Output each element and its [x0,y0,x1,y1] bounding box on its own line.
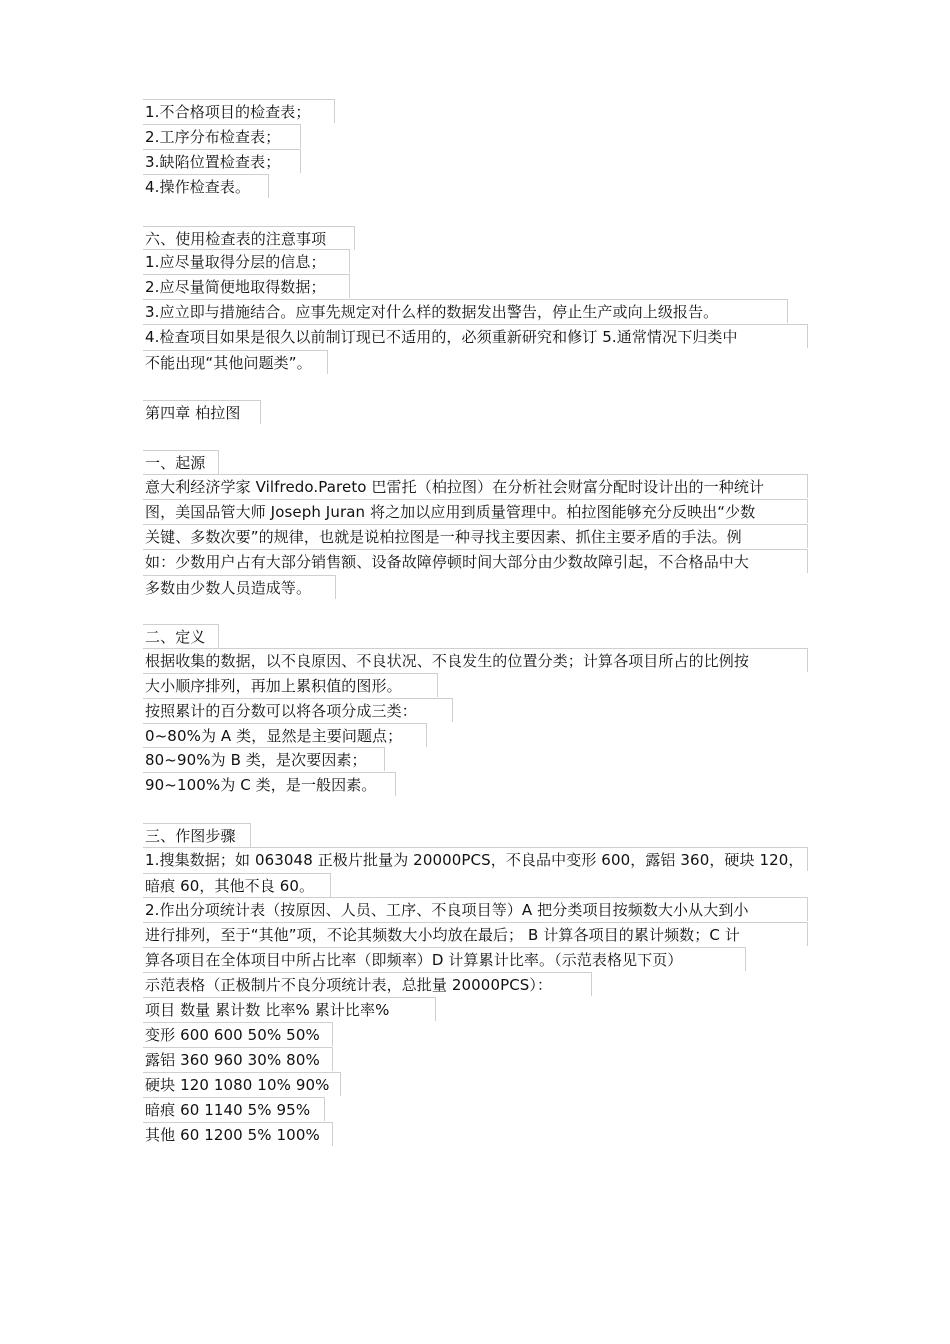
text-line: 0~80%为 A 类，显然是主要问题点； [143,723,427,747]
text-line: 3.缺陷位置检查表； [143,149,301,173]
table-row-line: 其他 60 1200 5% 100% [143,1122,333,1146]
text-line: 80~90%为 B 类，是次要因素； [143,747,385,771]
table-row-line: 变形 600 600 50% 50% [143,1022,333,1046]
text-line: 示范表格（正极制片不良分项统计表，总批量 20000PCS）： [143,972,592,996]
text-line: 意大利经济学家 Vilfredo.Pareto 巴雷托（柏拉图）在分析社会财富分配时设计出的一种统计 [143,474,808,498]
table-row-line: 硬块 120 1080 10% 90% [143,1072,341,1096]
text-line: 进行排列，至于“其他”项，不论其频数大小均放在最后； B 计算各项目的累计频数；C 计 [143,922,808,946]
text-line: 根据收集的数据，以不良原因、不良状况、不良发生的位置分类；计算各项目所占的比例按 [143,648,808,672]
text-line: 暗痕 60，其他不良 60。 [143,873,331,897]
text-line: 多数由少数人员造成等。 [143,575,336,599]
section-heading: 三、作图步骤 [143,823,251,847]
text-line: 关键、多数次要”的规律，也就是说柏拉图是一种寻找主要因素、抓住主要矛盾的手法。例 [143,524,808,548]
text-line: 90~100%为 C 类，是一般因素。 [143,772,396,796]
text-line: 大小顺序排列，再加上累积值的图形。 [143,673,438,697]
text-line: 不能出现“其他问题类”。 [143,350,328,374]
text-line: 如：少数用户占有大部分销售额、设备故障停顿时间大部分由少数故障引起，不合格品中大 [143,549,808,573]
text-line: 4.检查项目如果是很久以前制订现已不适用的，必须重新研究和修订 5.通常情况下归类中 [143,324,808,348]
text-line: 按照累计的百分数可以将各项分成三类： [143,698,453,722]
text-line: 1.不合格项目的检查表； [143,99,335,123]
text-line: 图，美国品管大师 Joseph Juran 将之加以应用到质量管理中。柏拉图能够充分反映出“少数 [143,499,808,523]
section-heading: 二、定义 [143,624,219,648]
text-line: 算各项目在全体项目中所占比率（即频率）D 计算累计比率。（示范表格见下页） [143,947,746,971]
text-line: 2.工序分布检查表； [143,124,301,148]
table-row-line: 暗痕 60 1140 5% 95% [143,1097,325,1121]
section-heading: 一、起源 [143,450,219,474]
text-line: 1.应尽量取得分层的信息； [143,249,350,273]
text-line: 4.操作检查表。 [143,174,269,198]
text-line: 1.搜集数据；如 063048 正极片批量为 20000PCS，不良品中变形 600，露铝 360，硬块 120， [143,847,808,871]
section-heading: 六、使用检查表的注意事项 [143,226,355,250]
chapter-heading: 第四章 柏拉图 [143,400,261,424]
table-header-line: 项目 数量 累计数 比率% 累计比率% [143,997,436,1021]
table-row-line: 露铝 360 960 30% 80% [143,1047,333,1071]
text-line: 3.应立即与措施结合。应事先规定对什么样的数据发出警告，停止生产或向上级报告。 [143,299,788,323]
text-line: 2.作出分项统计表（按原因、人员、工序、不良项目等）A 把分类项目按频数大小从大到小 [143,897,808,921]
text-line: 2.应尽量简便地取得数据； [143,274,350,298]
